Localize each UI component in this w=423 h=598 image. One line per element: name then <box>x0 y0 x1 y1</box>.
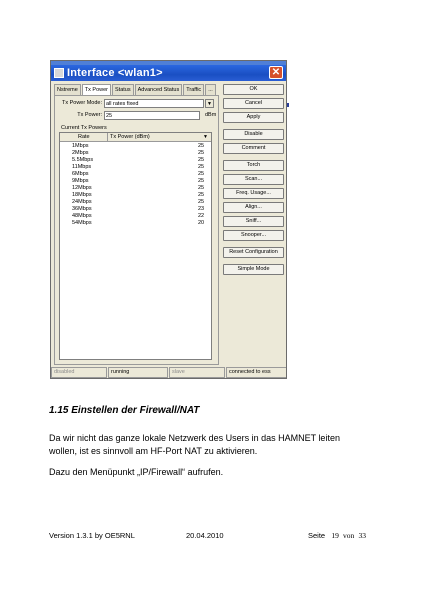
window-title: Interface <wlan1> <box>67 67 163 79</box>
page-total: 33 <box>358 531 366 540</box>
rate-cell: 6Mbps <box>72 171 89 177</box>
freq-usage-button[interactable]: Freq. Usage... <box>223 188 284 199</box>
section-heading: 1.15 Einstellen der Firewall/NAT <box>49 405 200 416</box>
cursor-artifact <box>287 103 289 107</box>
rate-cell: 24Mbps <box>72 199 92 205</box>
rate-cell: 54Mbps <box>72 220 92 226</box>
rate-cell: 36Mbps <box>72 206 92 212</box>
reset-configuration-button[interactable]: Reset Configuration <box>223 247 284 258</box>
cancel-button[interactable]: Cancel <box>223 98 284 109</box>
rate-cell: 5.5Mbps <box>72 157 94 163</box>
page-label: Seite <box>308 531 326 540</box>
power-cell: 25 <box>198 178 205 184</box>
tx-power-row <box>55 111 220 120</box>
rate-cell: 48Mbps <box>72 213 92 219</box>
page-number: 19 <box>331 531 339 540</box>
rate-cell: 9Mbps <box>72 178 89 184</box>
simple-mode-button[interactable]: Simple Mode <box>223 264 284 275</box>
power-cell: 22 <box>198 213 205 219</box>
tx-power-label: Tx Power: <box>77 112 102 118</box>
table-row[interactable] <box>60 213 211 220</box>
tab-nstreme[interactable]: Nstreme <box>54 84 81 95</box>
scan-button[interactable]: Scan... <box>223 174 284 185</box>
table-row[interactable] <box>60 143 211 150</box>
table-row[interactable] <box>60 178 211 185</box>
tx-power-table <box>59 132 212 360</box>
power-cell: 25 <box>198 171 205 177</box>
table-row[interactable] <box>60 171 211 178</box>
current-tx-powers-label: Current Tx Powers <box>61 125 107 131</box>
tx-power-mode-select[interactable]: all rates fixed <box>104 99 204 108</box>
ok-button[interactable]: OK <box>223 84 284 95</box>
paragraph-instruction: Dazu den Menüpunkt „IP/Firewall“ aufrufen. <box>49 467 224 477</box>
column-header-rate[interactable]: Rate <box>60 133 108 142</box>
tx-power-panel <box>54 95 219 365</box>
comment-button[interactable]: Comment <box>223 143 284 154</box>
status-bar <box>51 367 286 379</box>
tx-power-unit: dBm <box>205 112 217 118</box>
power-cell: 25 <box>198 164 205 170</box>
table-row[interactable] <box>60 164 211 171</box>
rate-cell: 18Mbps <box>72 192 92 198</box>
table-row[interactable] <box>60 192 211 199</box>
power-cell: 25 <box>198 143 205 149</box>
tab-more[interactable]: ... <box>205 84 216 95</box>
footer-version: Version 1.3.1 by OE5RNL <box>49 531 135 540</box>
table-row[interactable] <box>60 157 211 164</box>
table-row[interactable] <box>60 220 211 227</box>
table-row[interactable] <box>60 206 211 213</box>
rate-cell: 11Mbps <box>72 164 92 170</box>
apply-button[interactable]: Apply <box>223 112 284 123</box>
tx-power-mode-row <box>55 99 220 108</box>
rate-cell: 1Mbps <box>72 143 89 149</box>
disable-button[interactable]: Disable <box>223 129 284 140</box>
sort-down-icon[interactable]: ▼ <box>203 134 208 140</box>
chevron-down-icon[interactable]: ▼ <box>205 99 214 108</box>
status-running: running <box>108 367 168 378</box>
align-button[interactable]: Align... <box>223 202 284 213</box>
tab-advanced-status[interactable]: Advanced Status <box>135 84 183 95</box>
title-bar <box>51 65 286 81</box>
power-cell: 25 <box>198 150 205 156</box>
rate-cell: 12Mbps <box>72 185 92 191</box>
power-cell: 25 <box>198 199 205 205</box>
power-cell: 20 <box>198 220 205 226</box>
paragraph-line: Da wir nicht das ganze lokale Netzwerk des Users in das HAMNET leiten <box>49 433 340 443</box>
close-button[interactable]: ✕ <box>269 66 283 79</box>
power-cell: 25 <box>198 185 205 191</box>
table-row[interactable] <box>60 185 211 192</box>
rate-cell: 2Mbps <box>72 150 89 156</box>
column-header-tx-power[interactable]: Tx Power (dBm) <box>110 134 150 140</box>
tab-traffic[interactable]: Traffic <box>183 84 204 95</box>
status-slave: slave <box>169 367 225 378</box>
table-header <box>60 133 211 142</box>
snooper-button[interactable]: Snooper... <box>223 230 284 241</box>
tab-tx-power[interactable]: Tx Power <box>82 84 111 96</box>
status-disabled: disabled <box>51 367 107 378</box>
page-of: von <box>343 531 355 540</box>
paragraph-line: wollen, ist es sinnvoll am HF-Port NAT zu aktivieren. <box>49 446 258 456</box>
power-cell: 23 <box>198 206 205 212</box>
torch-button[interactable]: Torch <box>223 160 284 171</box>
footer-page <box>308 531 366 540</box>
table-row[interactable] <box>60 150 211 157</box>
interface-dialog-screenshot <box>50 60 287 379</box>
tx-power-input[interactable]: 25 <box>104 111 200 120</box>
window-icon <box>54 68 64 78</box>
footer-date: 20.04.2010 <box>186 531 224 540</box>
sniff-button[interactable]: Sniff... <box>223 216 284 227</box>
power-cell: 25 <box>198 192 205 198</box>
status-connection: connected to ess <box>226 367 287 378</box>
power-cell: 25 <box>198 157 205 163</box>
table-row[interactable] <box>60 199 211 206</box>
tab-status[interactable]: Status <box>112 84 134 95</box>
tx-power-mode-label: Tx Power Mode: <box>61 100 102 106</box>
